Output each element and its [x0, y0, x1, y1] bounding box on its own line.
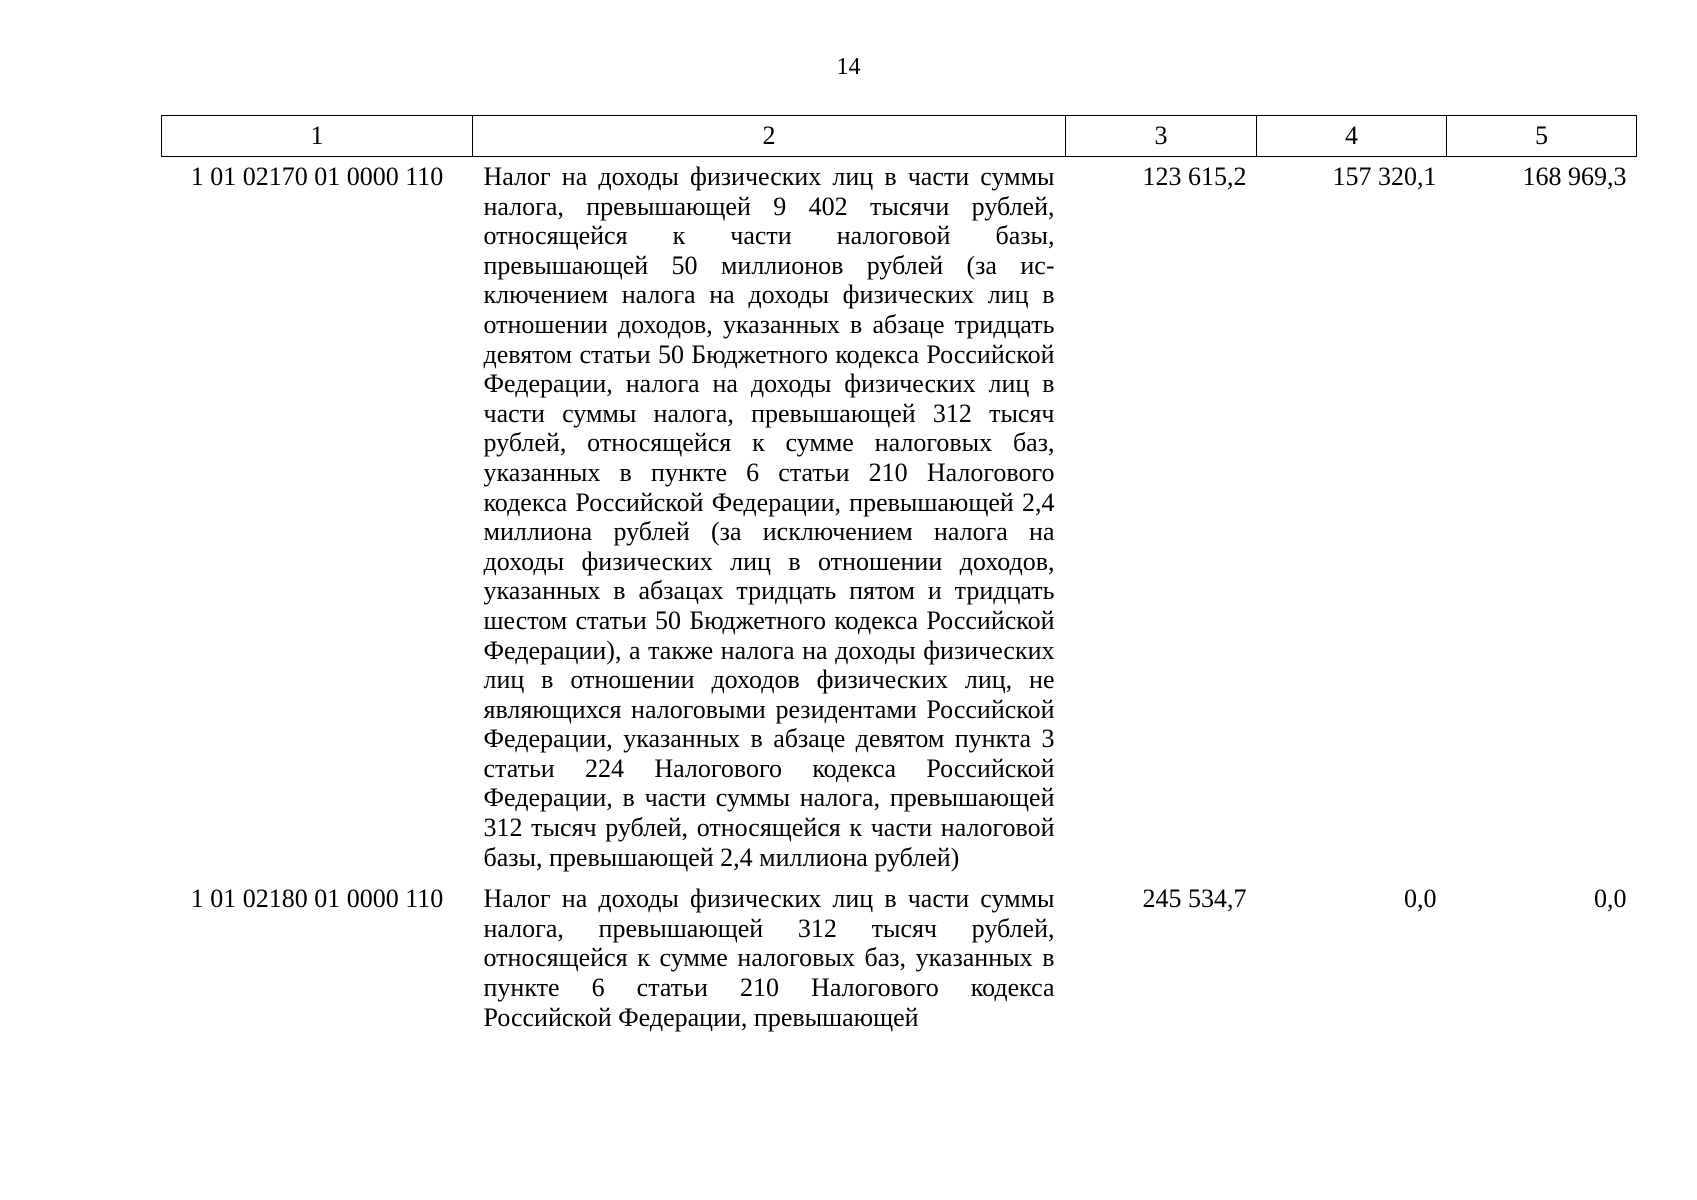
table-row: [162, 876, 1637, 1036]
description-cell: Налог на доходы физических лиц в части суммы налога, превышающей 312 тысяч рублей, относящейся к сумме налоговых баз, указанных в пункте 6 статьи 210 Налогового кодекса Российской Федерации, превышающей: [483, 884, 1055, 1032]
value-cell-col5: 168 969,3: [1522, 162, 1627, 191]
column-header-5: 5: [1447, 116, 1637, 157]
column-header-3: 3: [1066, 116, 1257, 157]
column-header-1: 1: [162, 116, 473, 157]
budget-code-cell: 1 01 02180 01 0000 110: [190, 884, 444, 914]
page-number: 14: [836, 54, 861, 80]
column-header-2: 2: [473, 116, 1066, 157]
description-cell: Налог на доходы физических лиц в части суммы налога, превышающей 9 402 тысячи рублей, относящейся к части налоговой базы, превышающей 50 миллионов рублей (за исключением налога на доходы физических лиц в отношении доходов, указанных в абзаце тридцать девятом статьи 50 Бюджетного кодекса Российской Федерации, налога на доходы физических лиц в части суммы налога, превышающей 312 тысяч рублей, относящейся к сумме налоговых баз, указанных в пункте 6 статьи 210 Налогового кодекса Российской Федерации, превышающей 2,4 миллиона рублей (за исключением налога на доходы физических лиц в отношении доходов, указанных в абзацах тридцать пятом и тридцать шестом статьи 50 Бюджетного кодекса Российской Федерации), а также налога на доходы физических лиц в отношении доходов физических лиц, не являющихся налоговыми резидентами Российской Федерации, указанных в абзаце девятом пункта 3 статьи 224 Налогового кодекса Российской Федерации, в части суммы налога, превышающей 312 тысяч рублей, относящейся к части налоговой базы, превышающей 2,4 миллиона рублей): [483, 162, 1055, 872]
value-cell-col3: 123 615,2: [1142, 162, 1247, 191]
value-cell-col4: 157 320,1: [1332, 162, 1437, 191]
table-row: [162, 157, 1637, 877]
column-header-4: 4: [1257, 116, 1447, 157]
value-cell-col3: 245 534,7: [1142, 884, 1247, 914]
table-header-row: [162, 116, 1637, 157]
budget-table: [161, 115, 1637, 1036]
value-cell-col5: 0,0: [1594, 884, 1627, 914]
value-cell-col4: 0,0: [1404, 884, 1437, 914]
budget-code-cell: 1 01 02170 01 0000 110: [190, 162, 444, 191]
